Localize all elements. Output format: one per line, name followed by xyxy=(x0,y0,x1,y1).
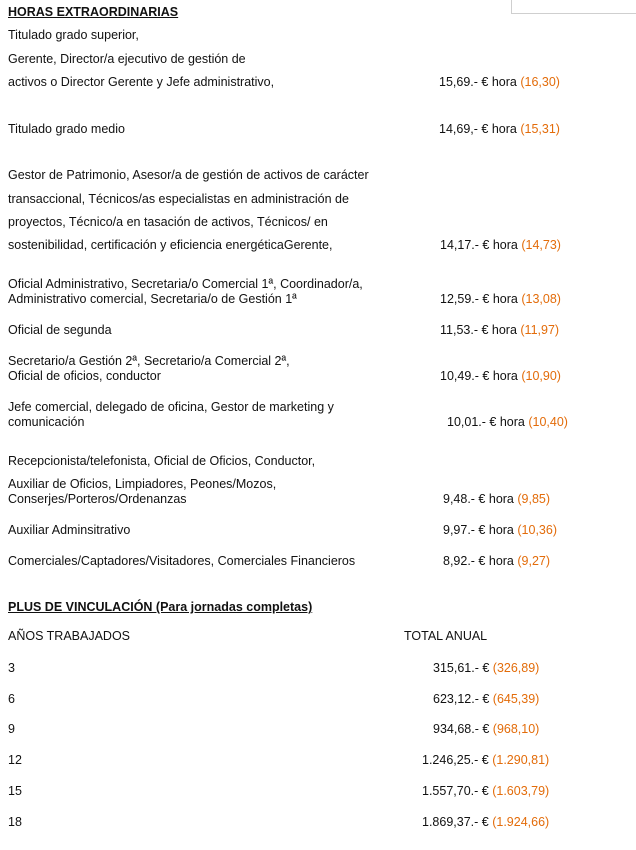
rate-price: 9,48.- € hora xyxy=(443,492,514,506)
overtime-category-line: Administrativo comercial, Secretaria/o de Gestión 1ª xyxy=(8,292,297,306)
rate-alt: (9,27) xyxy=(517,554,551,568)
rate-price: 14,17.- € hora xyxy=(440,238,518,252)
overtime-category-line: Oficial de oficios, conductor xyxy=(8,369,161,383)
amount-value: 315,61.- € xyxy=(433,661,490,675)
bonus-amount xyxy=(422,815,549,830)
overtime-rate xyxy=(439,122,560,137)
rate-price: 9,97.- € hora xyxy=(443,523,514,537)
rate-alt: (13,08) xyxy=(521,292,561,306)
amount-alt: (1.290,81) xyxy=(492,753,550,767)
bonus-column-total: TOTAL ANUAL xyxy=(404,629,488,643)
bonus-heading: PLUS DE VINCULACIÓN (Para jornadas completas) xyxy=(8,600,313,614)
bonus-amount xyxy=(433,722,539,737)
overtime-category-line: sostenibilidad, certificación y eficiencia energéticaGerente, xyxy=(8,238,333,252)
bonus-years: 18 xyxy=(8,815,22,829)
overtime-rate xyxy=(440,369,561,384)
overtime-category-line: Gestor de Patrimonio, Asesor/a de gestión de activos de carácter xyxy=(8,168,369,182)
overtime-category-line: Comerciales/Captadores/Visitadores, Comerciales Financieros xyxy=(8,554,356,568)
overtime-category-line: transaccional, Técnicos/as especialistas en administración de xyxy=(8,192,349,206)
amount-value: 1.557,70.- € xyxy=(422,784,489,798)
overtime-category-line: Jefe comercial, delegado de oficina, Gestor de marketing y xyxy=(8,400,334,414)
rate-alt: (11,97) xyxy=(520,323,560,337)
rate-alt: (16,30) xyxy=(520,75,560,89)
overtime-rate xyxy=(440,238,561,253)
overtime-rate xyxy=(443,523,557,538)
overtime-rate xyxy=(443,554,550,569)
overtime-category-line: Titulado grado medio xyxy=(8,122,125,136)
overtime-category-line: Recepcionista/telefonista, Oficial de Oficios, Conductor, xyxy=(8,454,316,468)
rate-alt: (15,31) xyxy=(520,122,560,136)
amount-alt: (645,39) xyxy=(492,692,540,706)
bonus-column-years: AÑOS TRABAJADOS xyxy=(8,629,131,643)
amount-alt: (1.924,66) xyxy=(492,815,550,829)
overtime-category-line: Gerente, Director/a ejecutivo de gestión de xyxy=(8,52,246,66)
overtime-category-line: proyectos, Técnico/a en tasación de activos, Técnicos/ en xyxy=(8,215,328,229)
overtime-category-line: Auxiliar de Oficios, Limpiadores, Peones/Mozos, xyxy=(8,477,277,491)
amount-alt: (326,89) xyxy=(492,661,540,675)
amount-value: 934,68.- € xyxy=(433,722,490,736)
rate-alt: (9,85) xyxy=(517,492,551,506)
overtime-category-line: Secretario/a Gestión 2ª, Secretario/a Comercial 2ª, xyxy=(8,354,290,368)
bonus-years: 12 xyxy=(8,753,22,767)
overtime-category-line: Auxiliar Adminsitrativo xyxy=(8,523,131,537)
rate-alt: (10,36) xyxy=(517,523,557,537)
overtime-category-line: Oficial Administrativo, Secretaria/o Comercial 1ª, Coordinador/a, xyxy=(8,277,363,291)
bonus-amount xyxy=(422,753,549,768)
overtime-rate xyxy=(439,75,560,90)
overtime-category-line: Titulado grado superior, xyxy=(8,28,139,42)
rate-price: 14,69,- € hora xyxy=(439,122,517,136)
rate-price: 8,92.- € hora xyxy=(443,554,514,568)
rate-alt: (10,40) xyxy=(528,415,568,429)
amount-value: 623,12.- € xyxy=(433,692,490,706)
rate-price: 10,01.- € hora xyxy=(447,415,525,429)
rate-alt: (10,90) xyxy=(521,369,561,383)
overtime-rate xyxy=(443,492,550,507)
page-corner-frame xyxy=(511,0,636,14)
rate-price: 12,59.- € hora xyxy=(440,292,518,306)
overtime-category-line: activos o Director Gerente y Jefe administrativo, xyxy=(8,75,275,89)
overtime-category-line: Oficial de segunda xyxy=(8,323,112,337)
bonus-years: 6 xyxy=(8,692,15,706)
overtime-heading: HORAS EXTRAORDINARIAS xyxy=(8,5,179,19)
bonus-years: 15 xyxy=(8,784,22,798)
overtime-rate xyxy=(440,323,559,338)
overtime-rate xyxy=(447,415,568,430)
amount-alt: (968,10) xyxy=(492,722,540,736)
bonus-amount xyxy=(433,661,539,676)
overtime-category-line: comunicación xyxy=(8,415,85,429)
bonus-years: 3 xyxy=(8,661,15,675)
amount-value: 1.869,37.- € xyxy=(422,815,489,829)
rate-price: 15,69.- € hora xyxy=(439,75,517,89)
bonus-amount xyxy=(433,692,539,707)
bonus-years: 9 xyxy=(8,722,15,736)
rate-price: 11,53.- € hora xyxy=(440,323,517,337)
rate-alt: (14,73) xyxy=(521,238,561,252)
overtime-rate xyxy=(440,292,561,307)
overtime-category-line: Conserjes/Porteros/Ordenanzas xyxy=(8,492,187,506)
amount-value: 1.246,25.- € xyxy=(422,753,489,767)
bonus-amount xyxy=(422,784,549,799)
rate-price: 10,49.- € hora xyxy=(440,369,518,383)
amount-alt: (1.603,79) xyxy=(492,784,550,798)
